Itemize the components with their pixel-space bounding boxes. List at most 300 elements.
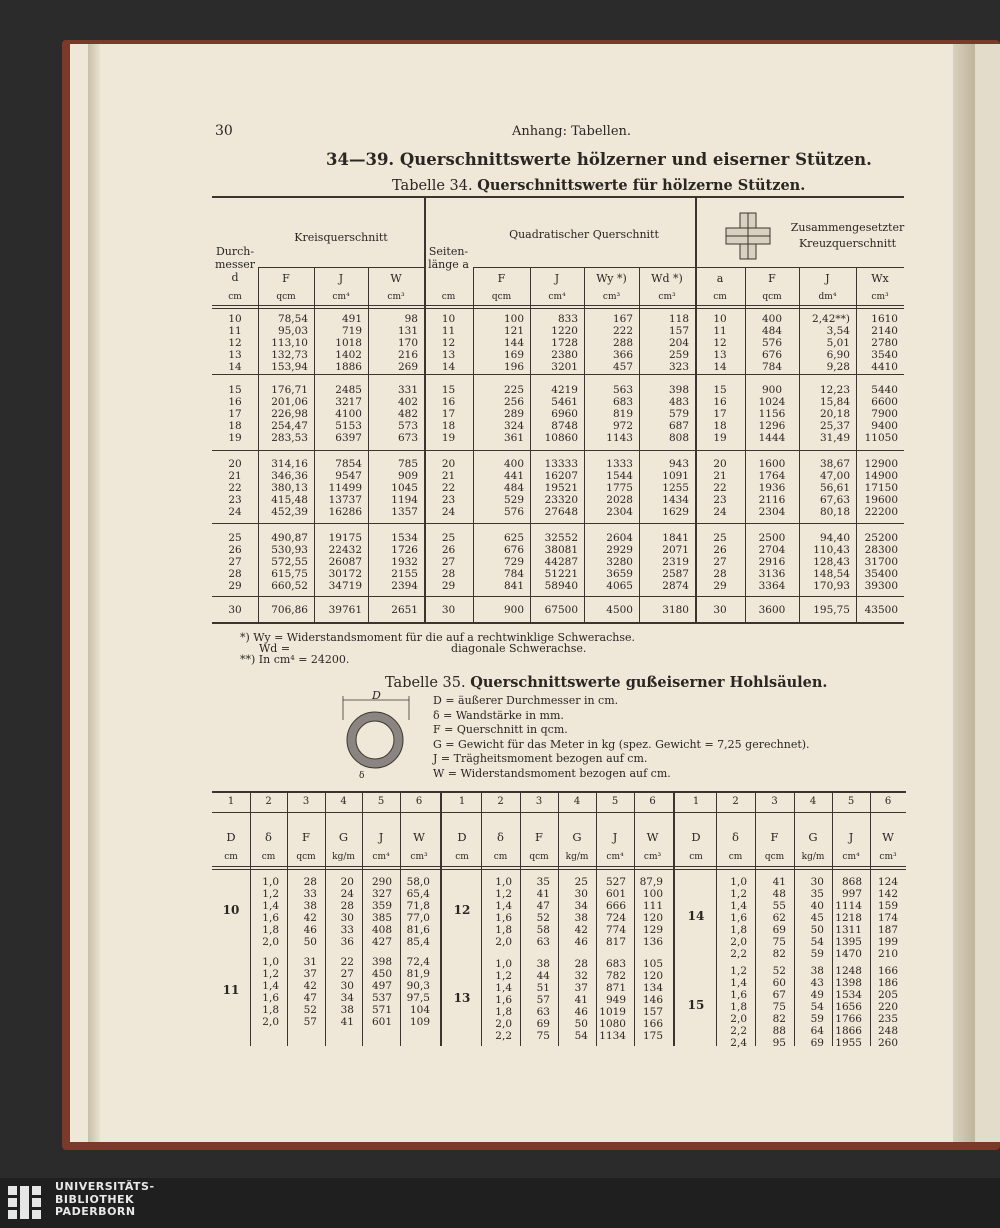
table-35-cell: 1955 [835, 1037, 862, 1049]
table-35-cell: 1,2 [262, 968, 279, 980]
col-unit: cm⁴ [332, 292, 350, 302]
table-35-cell: 1,4 [495, 900, 512, 912]
table-34-cell: 29 [228, 580, 242, 592]
table-34-cell: 128,43 [813, 556, 850, 568]
table-35-cell: 327 [371, 888, 392, 900]
col-unit: cm [728, 852, 743, 862]
rule [212, 308, 904, 309]
table-34-cell: 1357 [391, 506, 418, 518]
table-35-cell: 67 [772, 989, 786, 1001]
table-34-cell: 1534 [391, 532, 418, 544]
table-35-cell: 34 [574, 900, 588, 912]
table-34-cell: 576 [761, 337, 783, 349]
table-35-cell: 1,6 [495, 994, 512, 1006]
rule [212, 374, 904, 375]
table-35-cell: 75 [772, 1001, 786, 1013]
table-34-cell: 3600 [758, 604, 786, 616]
table-35-cell: 28 [340, 900, 354, 912]
d-value: 13 [453, 991, 471, 1005]
col-header: W [882, 830, 894, 844]
table-34-cell: 201,06 [271, 396, 308, 408]
table-34-cell: 94,40 [819, 532, 850, 544]
col-header: δ [265, 830, 272, 844]
legend-line: F = Querschnitt in qcm. [433, 723, 568, 736]
table-34-cell: 254,47 [271, 420, 308, 432]
table-35-cell: 1,8 [495, 1006, 512, 1018]
table-35-cell: 157 [642, 1006, 663, 1018]
table-34-cell: 6960 [551, 408, 578, 420]
table-35-cell: 52 [303, 1004, 317, 1016]
table-35-cell: 2,2 [730, 1025, 747, 1037]
table-34-cell: 44287 [544, 556, 578, 568]
table-35-cell: 166 [642, 1018, 663, 1030]
table-35-cell: 497 [371, 980, 392, 992]
table-34-cell: 2604 [606, 532, 633, 544]
table-34-cell: 195,75 [813, 604, 850, 616]
table-35-cell: 50 [810, 924, 824, 936]
table-34-cell: 24 [713, 506, 727, 518]
table-34-cell: 11 [441, 325, 456, 337]
legend-line: D = äußerer Durchmesser in cm. [433, 694, 619, 707]
col-unit: cm [261, 852, 276, 862]
table-35-cell: 774 [605, 924, 626, 936]
table-34-cell: 900 [761, 384, 783, 396]
table-35-cell: 31 [303, 956, 317, 968]
table-34-cell: 16 [441, 396, 456, 408]
table-34-cell: 132,73 [271, 349, 308, 361]
table-34-cell: 259 [668, 349, 689, 361]
col-number: 6 [415, 796, 423, 807]
col-unit: cm [224, 852, 238, 862]
table-34-cell: 6397 [335, 432, 362, 444]
table-34-cell: 110,43 [813, 544, 850, 556]
table-34-cell: 144 [503, 337, 524, 349]
table-34-cell: 121 [503, 325, 524, 337]
table-35-cell: 109 [409, 1016, 430, 1028]
table-34-cell: 15 [713, 384, 727, 396]
table-34-cell: 256 [503, 396, 524, 408]
d-value: 11 [222, 983, 240, 997]
table-34-cell: 283,53 [271, 432, 308, 444]
table-34-cell: 19 [228, 432, 242, 444]
table-34-cell: 2140 [871, 325, 898, 337]
table-35-cell: 54 [810, 936, 824, 948]
table-34-cell: 2780 [871, 337, 898, 349]
table-35-cell: 75 [536, 1030, 550, 1042]
col-unit: cm³ [410, 852, 428, 862]
table-34-cell: 841 [503, 580, 524, 592]
table-34-cell: 4410 [871, 361, 898, 373]
table-34-cell: 170 [397, 337, 418, 349]
table-35-cell: 724 [605, 912, 626, 924]
col-header: Wx [871, 272, 889, 285]
table-34-cell: 9400 [871, 420, 898, 432]
table-34-cell: 900 [503, 604, 524, 616]
table-34-cell: 819 [612, 408, 633, 420]
table-34-cell: 2587 [662, 568, 689, 580]
col-header: F [770, 830, 779, 844]
table-35-cell: 1,6 [730, 912, 747, 924]
table-35-cell: 82 [772, 1013, 786, 1025]
table-34-cell: 14900 [864, 470, 898, 482]
col-unit: cm [228, 292, 242, 302]
table-35-cell: 69 [536, 1018, 550, 1030]
table-34-cell: 1333 [606, 458, 633, 470]
col-unit: dm⁴ [818, 292, 837, 302]
table-35-cell: 1,8 [262, 1004, 279, 1016]
table-34-cell: 34719 [328, 580, 362, 592]
table-34-cell: 222 [612, 325, 633, 337]
page-number: 30 [215, 123, 233, 139]
col-header: J [338, 272, 344, 285]
table-35-cell: 104 [409, 1004, 430, 1016]
rule [673, 791, 675, 1046]
table-34-cell: 9,28 [826, 361, 850, 373]
table-35-cell: 58,0 [406, 876, 430, 888]
table-34-cell: 491 [341, 313, 362, 325]
table-34-cell: 204 [668, 337, 689, 349]
table-34-cell: 27 [228, 556, 242, 568]
table-34-cell: 19600 [864, 494, 898, 506]
table-35-cell: 136 [642, 936, 663, 948]
table-34-cell: 484 [761, 325, 783, 337]
rule [258, 267, 424, 268]
col-header: F [768, 272, 776, 285]
table-34-cell: 3364 [758, 580, 786, 592]
table-34-cell: 28 [713, 568, 727, 580]
rule [212, 196, 904, 198]
col-header: Durch- messer d [215, 245, 255, 284]
table-34-cell: 47,00 [819, 470, 850, 482]
table-35-cell: 38 [810, 965, 824, 977]
col-unit: kg/m [801, 852, 825, 862]
table-34-cell: 170,93 [813, 580, 850, 592]
col-number: 5 [847, 796, 855, 807]
table-35-cell: 1134 [599, 1030, 626, 1042]
table-34-cell: 1600 [758, 458, 786, 470]
table-34-cell: 78,54 [277, 313, 308, 325]
table-34-cell: 67500 [544, 604, 578, 616]
table-35-cell: 2,0 [495, 936, 512, 948]
table-34-cell: 26087 [328, 556, 362, 568]
table-34-cell: 972 [612, 420, 633, 432]
table-35-cell: 62 [772, 912, 786, 924]
col-unit: qcm [276, 292, 296, 302]
table-35-cell: 38 [303, 900, 317, 912]
table-34-cell: 400 [503, 458, 524, 470]
table-34-cell: 482 [397, 408, 418, 420]
table-34-cell: 17 [713, 408, 727, 420]
table-34-cell: 25 [228, 532, 242, 544]
table-35-cell: 1656 [835, 1001, 862, 1013]
col-unit: kg/m [332, 852, 355, 862]
legend-line: G = Gewicht für das Meter in kg (spez. Gewicht = 7,25 gerechnet). [433, 737, 810, 751]
table-35-cell: 1080 [599, 1018, 626, 1030]
table-34-cell: 157 [668, 325, 689, 337]
table-34-cell: 2704 [758, 544, 786, 556]
table-34-cell: 14 [713, 361, 727, 373]
table-35-cell: 50 [574, 1018, 588, 1030]
table-34-cell: 1544 [606, 470, 633, 482]
col-unit: cm³ [871, 292, 889, 302]
table-34-cell: 484 [503, 482, 524, 494]
table-34-cell: 2874 [662, 580, 689, 592]
table-34-cell: 8748 [551, 420, 578, 432]
table-34-cell: 27648 [544, 506, 578, 518]
table-34-cell: 20 [713, 458, 727, 470]
table-34-cell: 490,87 [271, 532, 308, 544]
col-header: Seiten- länge a [428, 245, 469, 271]
table-34-cell: 2485 [335, 384, 362, 396]
table-34-cell: 167 [612, 313, 633, 325]
table-35-cell: 57 [303, 1016, 317, 1028]
cross-section-icon [723, 211, 773, 261]
table-35-cell: 35 [536, 876, 550, 888]
col-header: D [691, 830, 701, 844]
table-34-cell: 6600 [871, 396, 898, 408]
table-34-cell: 13 [228, 349, 242, 361]
table-35-cell: 71,8 [406, 900, 430, 912]
table-34-cell: 56,61 [819, 482, 850, 494]
table-34-cell: 14 [441, 361, 456, 373]
col-unit: cm [713, 292, 727, 302]
group-quadratischer-querschnitt: Quadratischer Querschnitt [509, 228, 659, 241]
table-34-cell: 784 [761, 361, 783, 373]
table-34-cell: 32552 [544, 532, 578, 544]
table-34-cell: 17150 [864, 482, 898, 494]
table-34-cell: 909 [397, 470, 418, 482]
table-35-cell: 111 [642, 900, 663, 912]
col-header: F [282, 272, 290, 285]
table-34-cell: 25 [713, 532, 727, 544]
table-34-cell: 1156 [758, 408, 786, 420]
table-34-cell: 19 [441, 432, 456, 444]
col-unit: cm³ [658, 292, 676, 302]
table-35-cell: 248 [877, 1025, 898, 1037]
table-34-cell: 12,23 [819, 384, 850, 396]
table-34-cell: 39300 [864, 580, 898, 592]
table-34-cell: 2304 [606, 506, 633, 518]
table-34-cell: 18 [228, 420, 242, 432]
table-34-cell: 784 [503, 568, 524, 580]
table-34-cell: 29 [713, 580, 727, 592]
table-35-cell: 54 [810, 1001, 824, 1013]
table-35-cell: 100 [642, 888, 663, 900]
table-35-cell: 47 [536, 900, 550, 912]
col-header: G [808, 830, 818, 844]
table-34-cell: 5440 [871, 384, 898, 396]
col-number: 1 [227, 796, 235, 807]
table-34-cell: 67,63 [819, 494, 850, 506]
table-34-cell: 483 [668, 396, 689, 408]
table-35-cell: 124 [877, 876, 898, 888]
table-34-cell: 2116 [758, 494, 786, 506]
table-35-cell: 1,0 [262, 956, 279, 968]
table-34-cell: 3280 [606, 556, 633, 568]
table-35-cell: 59 [810, 1013, 824, 1025]
rule [212, 596, 904, 597]
table-35-cell: 45 [810, 912, 824, 924]
table-34-cell: 269 [397, 361, 418, 373]
table-34-cell: 331 [397, 384, 418, 396]
table-35-cell: 28 [574, 958, 588, 970]
table-35-cell: 2,0 [262, 1016, 279, 1028]
table-34-cell: 1610 [871, 313, 898, 325]
table-34-cell: 3540 [871, 349, 898, 361]
rule [212, 622, 904, 624]
table-35-cell: 1,6 [730, 989, 747, 1001]
table-35-cell: 50 [303, 936, 317, 948]
table-35-cell: 1114 [835, 900, 862, 912]
table-35-cell: 30 [340, 912, 354, 924]
library-logo-icon [8, 1182, 48, 1224]
table-34-cell: 2500 [758, 532, 786, 544]
table-34-cell: 38,67 [819, 458, 850, 470]
table-34-cell: 39761 [328, 604, 362, 616]
table-34-cell: 17 [228, 408, 242, 420]
table-35-cell: 52 [772, 965, 786, 977]
table-35-cell: 2,0 [262, 936, 279, 948]
table-35-cell: 88 [772, 1025, 786, 1037]
table-35-cell: 54 [574, 1030, 588, 1042]
table-34-cell: 398 [668, 384, 689, 396]
table-34-cell: 26 [713, 544, 727, 556]
table-35-cell: 87,9 [639, 876, 663, 888]
table-35-cell: 85,4 [406, 936, 430, 948]
table-35-cell: 871 [605, 982, 626, 994]
col-number: 2 [265, 796, 272, 807]
table-35-cell: 868 [841, 876, 862, 888]
col-number: 5 [377, 796, 385, 807]
fig-delta-label: δ [359, 771, 365, 780]
col-header: G [338, 830, 349, 844]
table-34-cell: 225 [503, 384, 524, 396]
table-34-cell: 314,16 [271, 458, 308, 470]
d-value: 14 [687, 909, 705, 923]
table-34-cell: 3136 [758, 568, 786, 580]
footnote: *) Wy = Widerstandsmoment für die auf a rechtwinklige Schwerachse. [240, 631, 635, 644]
table-34-cell: 1018 [335, 337, 362, 349]
table-35-cell: 42 [303, 980, 317, 992]
col-header: W [646, 830, 659, 844]
table-34-cell: 9547 [335, 470, 362, 482]
col-unit: cm⁴ [372, 852, 390, 862]
table-35-cell: 1248 [835, 965, 862, 977]
table-35-cell: 49 [810, 989, 824, 1001]
table-35-cell: 1,2 [730, 965, 747, 977]
rule [212, 866, 906, 867]
table-35-cell: 77,0 [406, 912, 430, 924]
table-35-cell: 72,4 [406, 956, 430, 968]
col-unit: cm⁴ [842, 852, 860, 862]
table-34-cell: 719 [341, 325, 362, 337]
table-35-cell: 1,8 [730, 924, 747, 936]
group-kreuzquerschnitt: Zusammengesetzter Kreuzquerschnitt [790, 221, 905, 250]
table-34-cell: 131 [397, 325, 418, 337]
table-34-cell: 676 [503, 544, 524, 556]
table-35-cell: 450 [371, 968, 392, 980]
table-35-cell: 41 [772, 876, 786, 888]
col-unit: qcm [296, 852, 316, 862]
col-number: 2 [497, 796, 504, 807]
table-35-cell: 2,2 [730, 948, 747, 960]
table-34-cell: 5461 [551, 396, 578, 408]
rule [212, 812, 906, 813]
table-34-cell: 833 [557, 313, 578, 325]
table-34-cell: 400 [761, 313, 783, 325]
rule [212, 869, 906, 870]
table-35-cell: 210 [877, 948, 898, 960]
table-35-cell: 25 [574, 876, 588, 888]
table-34-cell: 288 [612, 337, 633, 349]
table-34-cell: 361 [503, 432, 524, 444]
table-35-cell: 41 [574, 994, 588, 1006]
table-34-cell: 1045 [391, 482, 418, 494]
table-34-cell: 785 [397, 458, 418, 470]
table-35-cell: 817 [605, 936, 626, 948]
table-34-cell: 16 [713, 396, 727, 408]
table-34-cell: 579 [668, 408, 689, 420]
table-34-cell: 346,36 [271, 470, 308, 482]
table-34-cell: 4219 [551, 384, 578, 396]
table-34-cell: 24 [441, 506, 456, 518]
table-34-cell: 457 [612, 361, 633, 373]
d-value: 15 [687, 998, 705, 1012]
table-35-cell: 1,6 [495, 912, 512, 924]
table-35-cell: 571 [371, 1004, 392, 1016]
table-34-cell: 660,52 [271, 580, 308, 592]
table-34-cell: 1726 [391, 544, 418, 556]
col-unit: cm [455, 852, 469, 862]
table-34-cell: 28 [228, 568, 242, 580]
table-34-cell: 1434 [662, 494, 689, 506]
table-35-cell: 683 [605, 958, 626, 970]
table-34-cell: 80,18 [819, 506, 850, 518]
table-34-cell: 1402 [335, 349, 362, 361]
table-34-cell: 1775 [606, 482, 633, 494]
table-34-cell: 31,49 [819, 432, 850, 444]
table-34-cell: 29 [441, 580, 456, 592]
table-34-cell: 1764 [758, 470, 786, 482]
table-34-cell: 20,18 [819, 408, 850, 420]
table-35-cell: 1766 [835, 1013, 862, 1025]
table-34-cell: 683 [612, 396, 633, 408]
table-35-cell: 186 [877, 977, 898, 989]
table-34-cell: 22 [228, 482, 242, 494]
table-35-cell: 146 [642, 994, 663, 1006]
table-35-cell: 60 [772, 977, 786, 989]
table-35-cell: 69 [772, 924, 786, 936]
col-unit: qcm [762, 292, 782, 302]
table-34-cell: 25,37 [819, 420, 850, 432]
table-35-cell: 51 [536, 982, 550, 994]
col-header: J [554, 272, 560, 285]
col-unit: cm [441, 292, 456, 302]
col-unit: cm⁴ [606, 852, 624, 862]
table-34-cell: 943 [668, 458, 689, 470]
table-35-cell: 57 [536, 994, 550, 1006]
table-34-cell: 13737 [328, 494, 362, 506]
table-35-cell: 90,3 [406, 980, 430, 992]
table-34-cell: 35400 [864, 568, 898, 580]
table-35-cell: 69 [810, 1037, 824, 1049]
col-number: 4 [573, 796, 581, 807]
col-header: J [825, 272, 830, 285]
table-35-cell: 290 [371, 876, 392, 888]
table-34-cell: 12900 [864, 458, 898, 470]
table-35-cell: 134 [642, 982, 663, 994]
rule [212, 523, 904, 524]
